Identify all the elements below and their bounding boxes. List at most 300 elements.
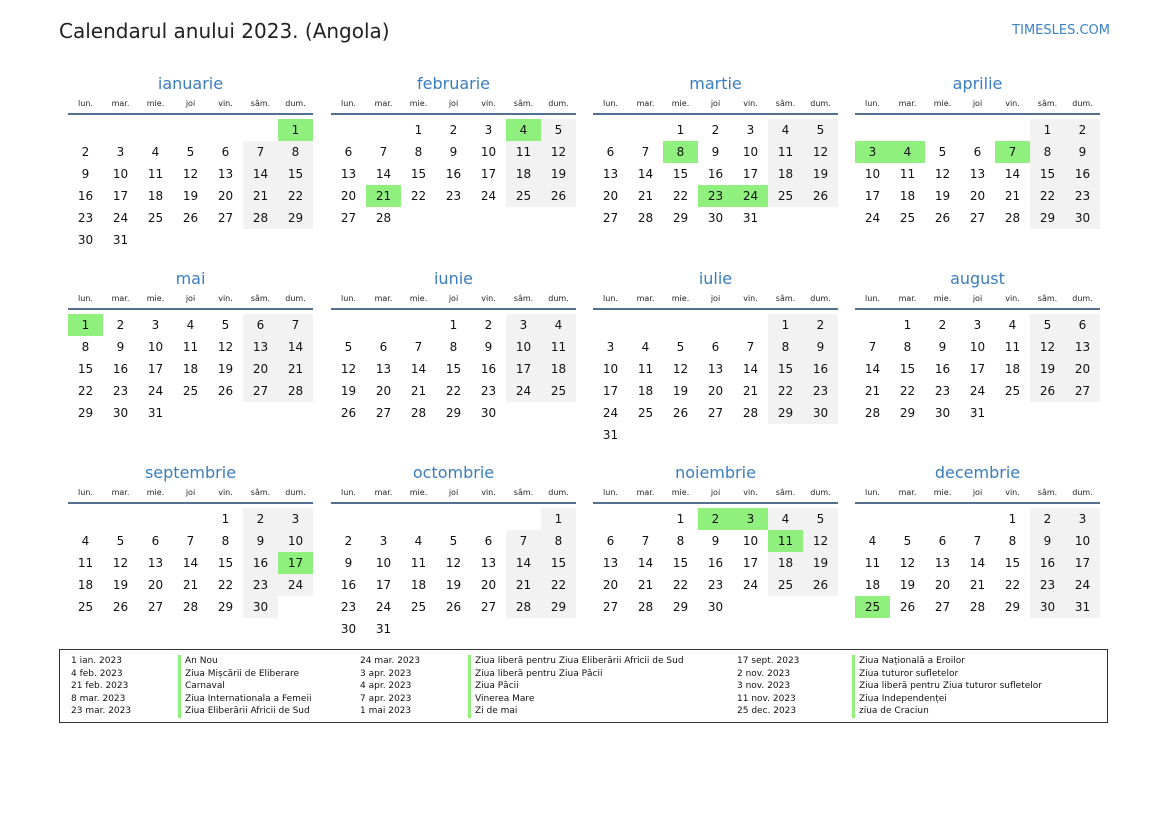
- day-cell: 30: [707, 211, 724, 225]
- day-cell: 29: [445, 406, 462, 420]
- day-cell: 14: [637, 556, 654, 570]
- day-cell: 21: [410, 384, 427, 398]
- weekday-header: [68, 484, 313, 504]
- empty-cell: [138, 119, 173, 141]
- day-cell: 18: [77, 578, 94, 592]
- day-cell: 6: [379, 340, 388, 354]
- month-octombrie: [331, 462, 576, 640]
- day-cell: 3: [151, 318, 160, 332]
- day-cell: 22: [278, 185, 313, 207]
- month-decembrie: [855, 462, 1100, 618]
- weekday-label: dum.: [548, 488, 569, 497]
- day-cell: 9: [449, 145, 458, 159]
- day-cell: 28: [637, 211, 654, 225]
- legend-row: [60, 705, 1107, 718]
- weekday-header: [855, 95, 1100, 115]
- empty-cell: [103, 508, 138, 530]
- legend-holiday-name: Ziua Eliberării Africii de Sud: [178, 705, 310, 718]
- weekday-label: joi: [448, 99, 459, 108]
- day-cell: 12: [445, 556, 462, 570]
- weekday-label: mar.: [898, 488, 917, 497]
- day-cell: 2: [1030, 508, 1065, 530]
- weekday-header: [593, 290, 838, 310]
- day-cell: 5: [803, 119, 838, 141]
- day-cell: 19: [803, 552, 838, 574]
- weekday-label: lun.: [865, 294, 880, 303]
- legend-holiday-name: Carnaval: [178, 680, 225, 693]
- empty-cell: [366, 508, 401, 530]
- day-cell: 19: [672, 384, 689, 398]
- day-cell: 9: [81, 167, 90, 181]
- weekday-label: dum.: [810, 294, 831, 303]
- day-cell: 18: [637, 384, 654, 398]
- day-cell: 23: [243, 574, 278, 596]
- holiday-day-cell: 4: [506, 119, 541, 141]
- day-cell: 4: [1008, 318, 1017, 332]
- day-cell: 24: [278, 574, 313, 596]
- weekday-label: sâm.: [513, 294, 534, 303]
- weekday-label: mar.: [898, 294, 917, 303]
- weekday-label: dum.: [285, 99, 306, 108]
- day-cell: 27: [969, 211, 986, 225]
- weekday-label: mie.: [671, 488, 690, 497]
- day-cell: 31: [1065, 596, 1100, 618]
- weekday-label: dum.: [810, 99, 831, 108]
- day-cell: 22: [445, 384, 462, 398]
- day-cell: 30: [340, 622, 357, 636]
- day-cell: 3: [1065, 508, 1100, 530]
- day-cell: 7: [379, 145, 388, 159]
- day-cell: 7: [973, 534, 982, 548]
- day-cell: 19: [182, 189, 199, 203]
- day-cell: 17: [375, 578, 392, 592]
- day-cell: 8: [1030, 141, 1065, 163]
- day-cell: 1: [449, 318, 458, 332]
- day-cell: 2: [484, 318, 493, 332]
- legend-date: 17 sept. 2023: [737, 656, 800, 666]
- day-cell: 9: [116, 340, 125, 354]
- day-cell: 29: [541, 596, 576, 618]
- weekday-label: vin.: [481, 99, 496, 108]
- empty-cell: [68, 119, 103, 141]
- day-cell: 19: [934, 189, 951, 203]
- day-cell: 10: [864, 167, 881, 181]
- day-cell: 8: [541, 530, 576, 552]
- day-cell: 28: [637, 600, 654, 614]
- empty-cell: [593, 508, 628, 530]
- empty-cell: [331, 508, 366, 530]
- holiday-day-cell: 3: [733, 508, 768, 530]
- day-cell: 9: [1030, 530, 1065, 552]
- month-name: august: [950, 269, 1005, 288]
- legend-row: [60, 693, 1107, 706]
- legend-date: 4 feb. 2023: [71, 668, 123, 679]
- day-cell: 29: [1030, 207, 1065, 229]
- day-cell: 18: [768, 552, 803, 574]
- day-cell: 29: [77, 406, 94, 420]
- weekday-label: lun.: [603, 99, 618, 108]
- day-cell: 20: [375, 384, 392, 398]
- weekday-label: joi: [710, 488, 721, 497]
- day-cell: 11: [864, 556, 881, 570]
- day-cell: 19: [340, 384, 357, 398]
- day-cell: 20: [1065, 358, 1100, 380]
- weekday-label: mar.: [636, 99, 655, 108]
- day-cell: 27: [602, 600, 619, 614]
- month-name: septembrie: [144, 463, 237, 482]
- day-cell: 28: [506, 596, 541, 618]
- page-title: Calendarul anului 2023. (Angola): [59, 19, 390, 43]
- day-cell: 22: [672, 189, 689, 203]
- weekday-header: [855, 484, 1100, 504]
- day-cell: 17: [742, 167, 759, 181]
- weekday-label: vin.: [481, 488, 496, 497]
- day-cell: 3: [379, 534, 388, 548]
- weekday-label: dum.: [1072, 99, 1093, 108]
- day-cell: 22: [1030, 185, 1065, 207]
- day-cell: 24: [480, 189, 497, 203]
- weekday-label: vin.: [743, 488, 758, 497]
- day-cell: 17: [742, 556, 759, 570]
- day-cell: 10: [375, 556, 392, 570]
- empty-cell: [698, 314, 733, 336]
- day-cell: 17: [506, 358, 541, 380]
- empty-cell: [995, 119, 1030, 141]
- day-cell: 10: [742, 534, 759, 548]
- day-cell: 19: [1030, 358, 1065, 380]
- day-cell: 31: [602, 428, 619, 442]
- day-cell: 30: [707, 600, 724, 614]
- day-cell: 13: [217, 167, 234, 181]
- day-cell: 12: [1030, 336, 1065, 358]
- holiday-day-cell: 11: [768, 530, 803, 552]
- day-cell: 7: [186, 534, 195, 548]
- day-cell: 27: [340, 211, 357, 225]
- weekday-label: lun.: [78, 99, 93, 108]
- day-cell: 10: [602, 362, 619, 376]
- month-august: [855, 268, 1100, 424]
- day-cell: 9: [1065, 141, 1100, 163]
- day-cell: 19: [217, 362, 234, 376]
- day-cell: 20: [480, 578, 497, 592]
- weekday-label: mie.: [146, 488, 165, 497]
- day-cell: 15: [278, 163, 313, 185]
- weekday-label: mar.: [898, 99, 917, 108]
- day-cell: 14: [278, 336, 313, 358]
- day-cell: 25: [410, 600, 427, 614]
- empty-cell: [890, 508, 925, 530]
- day-cell: 9: [484, 340, 493, 354]
- day-cell: 11: [899, 167, 916, 181]
- month-mai: [68, 268, 313, 424]
- day-cell: 21: [969, 578, 986, 592]
- day-cell: 17: [1065, 552, 1100, 574]
- day-cell: 4: [768, 119, 803, 141]
- legend-date: 8 mar. 2023: [71, 693, 126, 704]
- day-cell: 30: [934, 406, 951, 420]
- day-cell: 28: [969, 600, 986, 614]
- day-cell: 7: [868, 340, 877, 354]
- day-cell: 13: [243, 336, 278, 358]
- day-cell: 12: [541, 141, 576, 163]
- weekday-label: sâm.: [1037, 488, 1058, 497]
- day-cell: 13: [375, 362, 392, 376]
- legend-holiday-name: Vinerea Mare: [468, 693, 534, 706]
- day-cell: 15: [672, 556, 689, 570]
- day-cell: 15: [1004, 556, 1021, 570]
- day-cell: 16: [707, 556, 724, 570]
- day-cell: 6: [973, 145, 982, 159]
- day-cell: 13: [969, 167, 986, 181]
- day-cell: 2: [803, 314, 838, 336]
- day-cell: 1: [541, 508, 576, 530]
- day-cell: 31: [375, 622, 392, 636]
- day-cell: 20: [969, 189, 986, 203]
- day-cell: 14: [742, 362, 759, 376]
- day-cell: 23: [1065, 185, 1100, 207]
- day-cell: 14: [1004, 167, 1021, 181]
- day-cell: 30: [480, 406, 497, 420]
- day-cell: 27: [602, 211, 619, 225]
- weekday-label: mie.: [409, 488, 428, 497]
- empty-cell: [103, 119, 138, 141]
- day-cell: 7: [641, 534, 650, 548]
- day-cell: 25: [506, 185, 541, 207]
- day-cell: 1: [768, 314, 803, 336]
- day-cell: 14: [243, 163, 278, 185]
- day-cell: 19: [899, 578, 916, 592]
- weekday-label: sâm.: [775, 488, 796, 497]
- month-ianuarie: [68, 73, 313, 251]
- day-cell: 13: [707, 362, 724, 376]
- empty-cell: [855, 314, 890, 336]
- weekday-label: mie.: [671, 99, 690, 108]
- weekday-label: vin.: [481, 294, 496, 303]
- weekday-label: mar.: [636, 294, 655, 303]
- month-noiembrie: [593, 462, 838, 618]
- day-cell: 22: [1004, 578, 1021, 592]
- day-cell: 10: [480, 145, 497, 159]
- day-grid: [593, 119, 838, 229]
- day-cell: 23: [445, 189, 462, 203]
- weekday-label: sâm.: [1037, 99, 1058, 108]
- day-cell: 8: [221, 534, 230, 548]
- day-cell: 10: [742, 145, 759, 159]
- day-grid: [68, 119, 313, 251]
- day-cell: 3: [278, 508, 313, 530]
- day-grid: [855, 314, 1100, 424]
- legend-row: [60, 680, 1107, 693]
- day-grid: [855, 119, 1100, 229]
- weekday-label: joi: [972, 99, 983, 108]
- day-cell: 24: [506, 380, 541, 402]
- legend-date: 1 mai 2023: [360, 706, 412, 717]
- day-cell: 18: [147, 189, 164, 203]
- day-cell: 26: [672, 406, 689, 420]
- day-grid: [593, 508, 838, 618]
- legend-holiday-name: An Nou: [178, 655, 218, 668]
- day-cell: 28: [278, 380, 313, 402]
- empty-cell: [173, 508, 208, 530]
- day-cell: 24: [1065, 574, 1100, 596]
- weekday-label: dum.: [1072, 488, 1093, 497]
- holiday-day-cell: 25: [855, 596, 890, 618]
- weekday-label: joi: [972, 488, 983, 497]
- empty-cell: [925, 508, 960, 530]
- month-iunie: [331, 268, 576, 424]
- empty-cell: [960, 119, 995, 141]
- day-cell: 27: [243, 380, 278, 402]
- month-name: decembrie: [934, 463, 1021, 482]
- day-cell: 26: [803, 185, 838, 207]
- day-cell: 23: [340, 600, 357, 614]
- day-cell: 13: [480, 556, 497, 570]
- day-cell: 6: [484, 534, 493, 548]
- day-cell: 27: [217, 211, 234, 225]
- day-cell: 24: [147, 384, 164, 398]
- day-cell: 21: [637, 578, 654, 592]
- empty-cell: [138, 508, 173, 530]
- day-grid: [68, 314, 313, 424]
- day-cell: 23: [480, 384, 497, 398]
- day-cell: 26: [182, 211, 199, 225]
- day-cell: 6: [711, 340, 720, 354]
- empty-cell: [855, 119, 890, 141]
- month-name: iunie: [433, 269, 473, 288]
- weekday-label: mar.: [374, 488, 393, 497]
- day-cell: 17: [112, 189, 129, 203]
- legend-date: 24 mar. 2023: [360, 656, 421, 666]
- day-cell: 18: [182, 362, 199, 376]
- weekday-label: mie.: [933, 488, 952, 497]
- weekday-label: dum.: [1072, 294, 1093, 303]
- weekday-label: sâm.: [775, 294, 796, 303]
- holiday-day-cell: 1: [68, 314, 103, 336]
- day-cell: 18: [1004, 362, 1021, 376]
- day-cell: 29: [278, 207, 313, 229]
- day-cell: 4: [541, 314, 576, 336]
- day-cell: 13: [602, 556, 619, 570]
- day-cell: 28: [864, 406, 881, 420]
- day-cell: 11: [506, 141, 541, 163]
- day-cell: 26: [934, 211, 951, 225]
- day-cell: 4: [868, 534, 877, 548]
- weekday-label: joi: [710, 99, 721, 108]
- weekday-label: mar.: [374, 99, 393, 108]
- day-cell: 1: [676, 512, 685, 526]
- legend-holiday-name: Ziua liberă pentru Ziua Păcii: [468, 668, 602, 681]
- day-cell: 18: [864, 578, 881, 592]
- day-cell: 30: [112, 406, 129, 420]
- day-cell: 13: [1065, 336, 1100, 358]
- day-cell: 29: [768, 402, 803, 424]
- day-cell: 9: [711, 534, 720, 548]
- day-cell: 29: [217, 600, 234, 614]
- day-cell: 2: [243, 508, 278, 530]
- weekday-label: sâm.: [513, 488, 534, 497]
- day-cell: 15: [1030, 163, 1065, 185]
- weekday-label: joi: [448, 294, 459, 303]
- weekday-label: vin.: [218, 294, 233, 303]
- day-cell: 5: [903, 534, 912, 548]
- legend-date: 21 feb. 2023: [71, 681, 129, 692]
- weekday-label: mie.: [933, 294, 952, 303]
- day-cell: 12: [803, 530, 838, 552]
- holiday-day-cell: 4: [890, 141, 925, 163]
- day-cell: 9: [243, 530, 278, 552]
- day-cell: 30: [803, 402, 838, 424]
- day-cell: 22: [768, 380, 803, 402]
- day-cell: 8: [676, 534, 685, 548]
- day-cell: 17: [147, 362, 164, 376]
- legend-date: 4 apr. 2023: [360, 681, 412, 692]
- legend-date: 1 ian. 2023: [71, 656, 122, 666]
- day-cell: 18: [768, 163, 803, 185]
- site-link[interactable]: TIMESLES.COM: [1012, 23, 1110, 38]
- holiday-day-cell: 3: [855, 141, 890, 163]
- legend-holiday-name: Ziua tuturor sufletelor: [852, 668, 958, 681]
- weekday-label: dum.: [285, 488, 306, 497]
- day-cell: 19: [112, 578, 129, 592]
- day-cell: 13: [602, 167, 619, 181]
- empty-cell: [436, 508, 471, 530]
- weekday-label: vin.: [1005, 488, 1020, 497]
- day-cell: 15: [217, 556, 234, 570]
- day-cell: 24: [112, 211, 129, 225]
- holiday-day-cell: 2: [698, 508, 733, 530]
- day-cell: 3: [506, 314, 541, 336]
- day-cell: 28: [182, 600, 199, 614]
- day-cell: 24: [375, 600, 392, 614]
- weekday-label: lun.: [603, 294, 618, 303]
- day-cell: 20: [707, 384, 724, 398]
- day-grid: [593, 314, 838, 446]
- day-cell: 2: [1065, 119, 1100, 141]
- day-grid: [855, 508, 1100, 618]
- day-cell: 21: [864, 384, 881, 398]
- holiday-day-cell: 21: [366, 185, 401, 207]
- empty-cell: [366, 119, 401, 141]
- day-cell: 12: [899, 556, 916, 570]
- day-cell: 1: [676, 123, 685, 137]
- day-cell: 8: [278, 141, 313, 163]
- legend-holiday-name: Ziua Internationala a Femeii: [178, 693, 311, 706]
- day-cell: 9: [344, 556, 353, 570]
- day-cell: 14: [969, 556, 986, 570]
- weekday-label: mar.: [111, 294, 130, 303]
- day-cell: 5: [186, 145, 195, 159]
- day-cell: 12: [672, 362, 689, 376]
- holiday-day-cell: 24: [733, 185, 768, 207]
- day-cell: 5: [676, 340, 685, 354]
- weekday-header: [68, 290, 313, 310]
- day-cell: 20: [602, 189, 619, 203]
- day-cell: 5: [541, 119, 576, 141]
- weekday-label: mie.: [409, 294, 428, 303]
- day-cell: 5: [344, 340, 353, 354]
- empty-cell: [855, 508, 890, 530]
- day-cell: 15: [899, 362, 916, 376]
- day-cell: 30: [1065, 207, 1100, 229]
- day-cell: 7: [243, 141, 278, 163]
- day-cell: 11: [182, 340, 199, 354]
- day-cell: 16: [934, 362, 951, 376]
- legend-holiday-name: Zi de mai: [468, 705, 517, 718]
- day-cell: 23: [803, 380, 838, 402]
- day-cell: 26: [340, 406, 357, 420]
- legend-holiday-name: Ziua Independenței: [852, 693, 947, 706]
- day-cell: 14: [637, 167, 654, 181]
